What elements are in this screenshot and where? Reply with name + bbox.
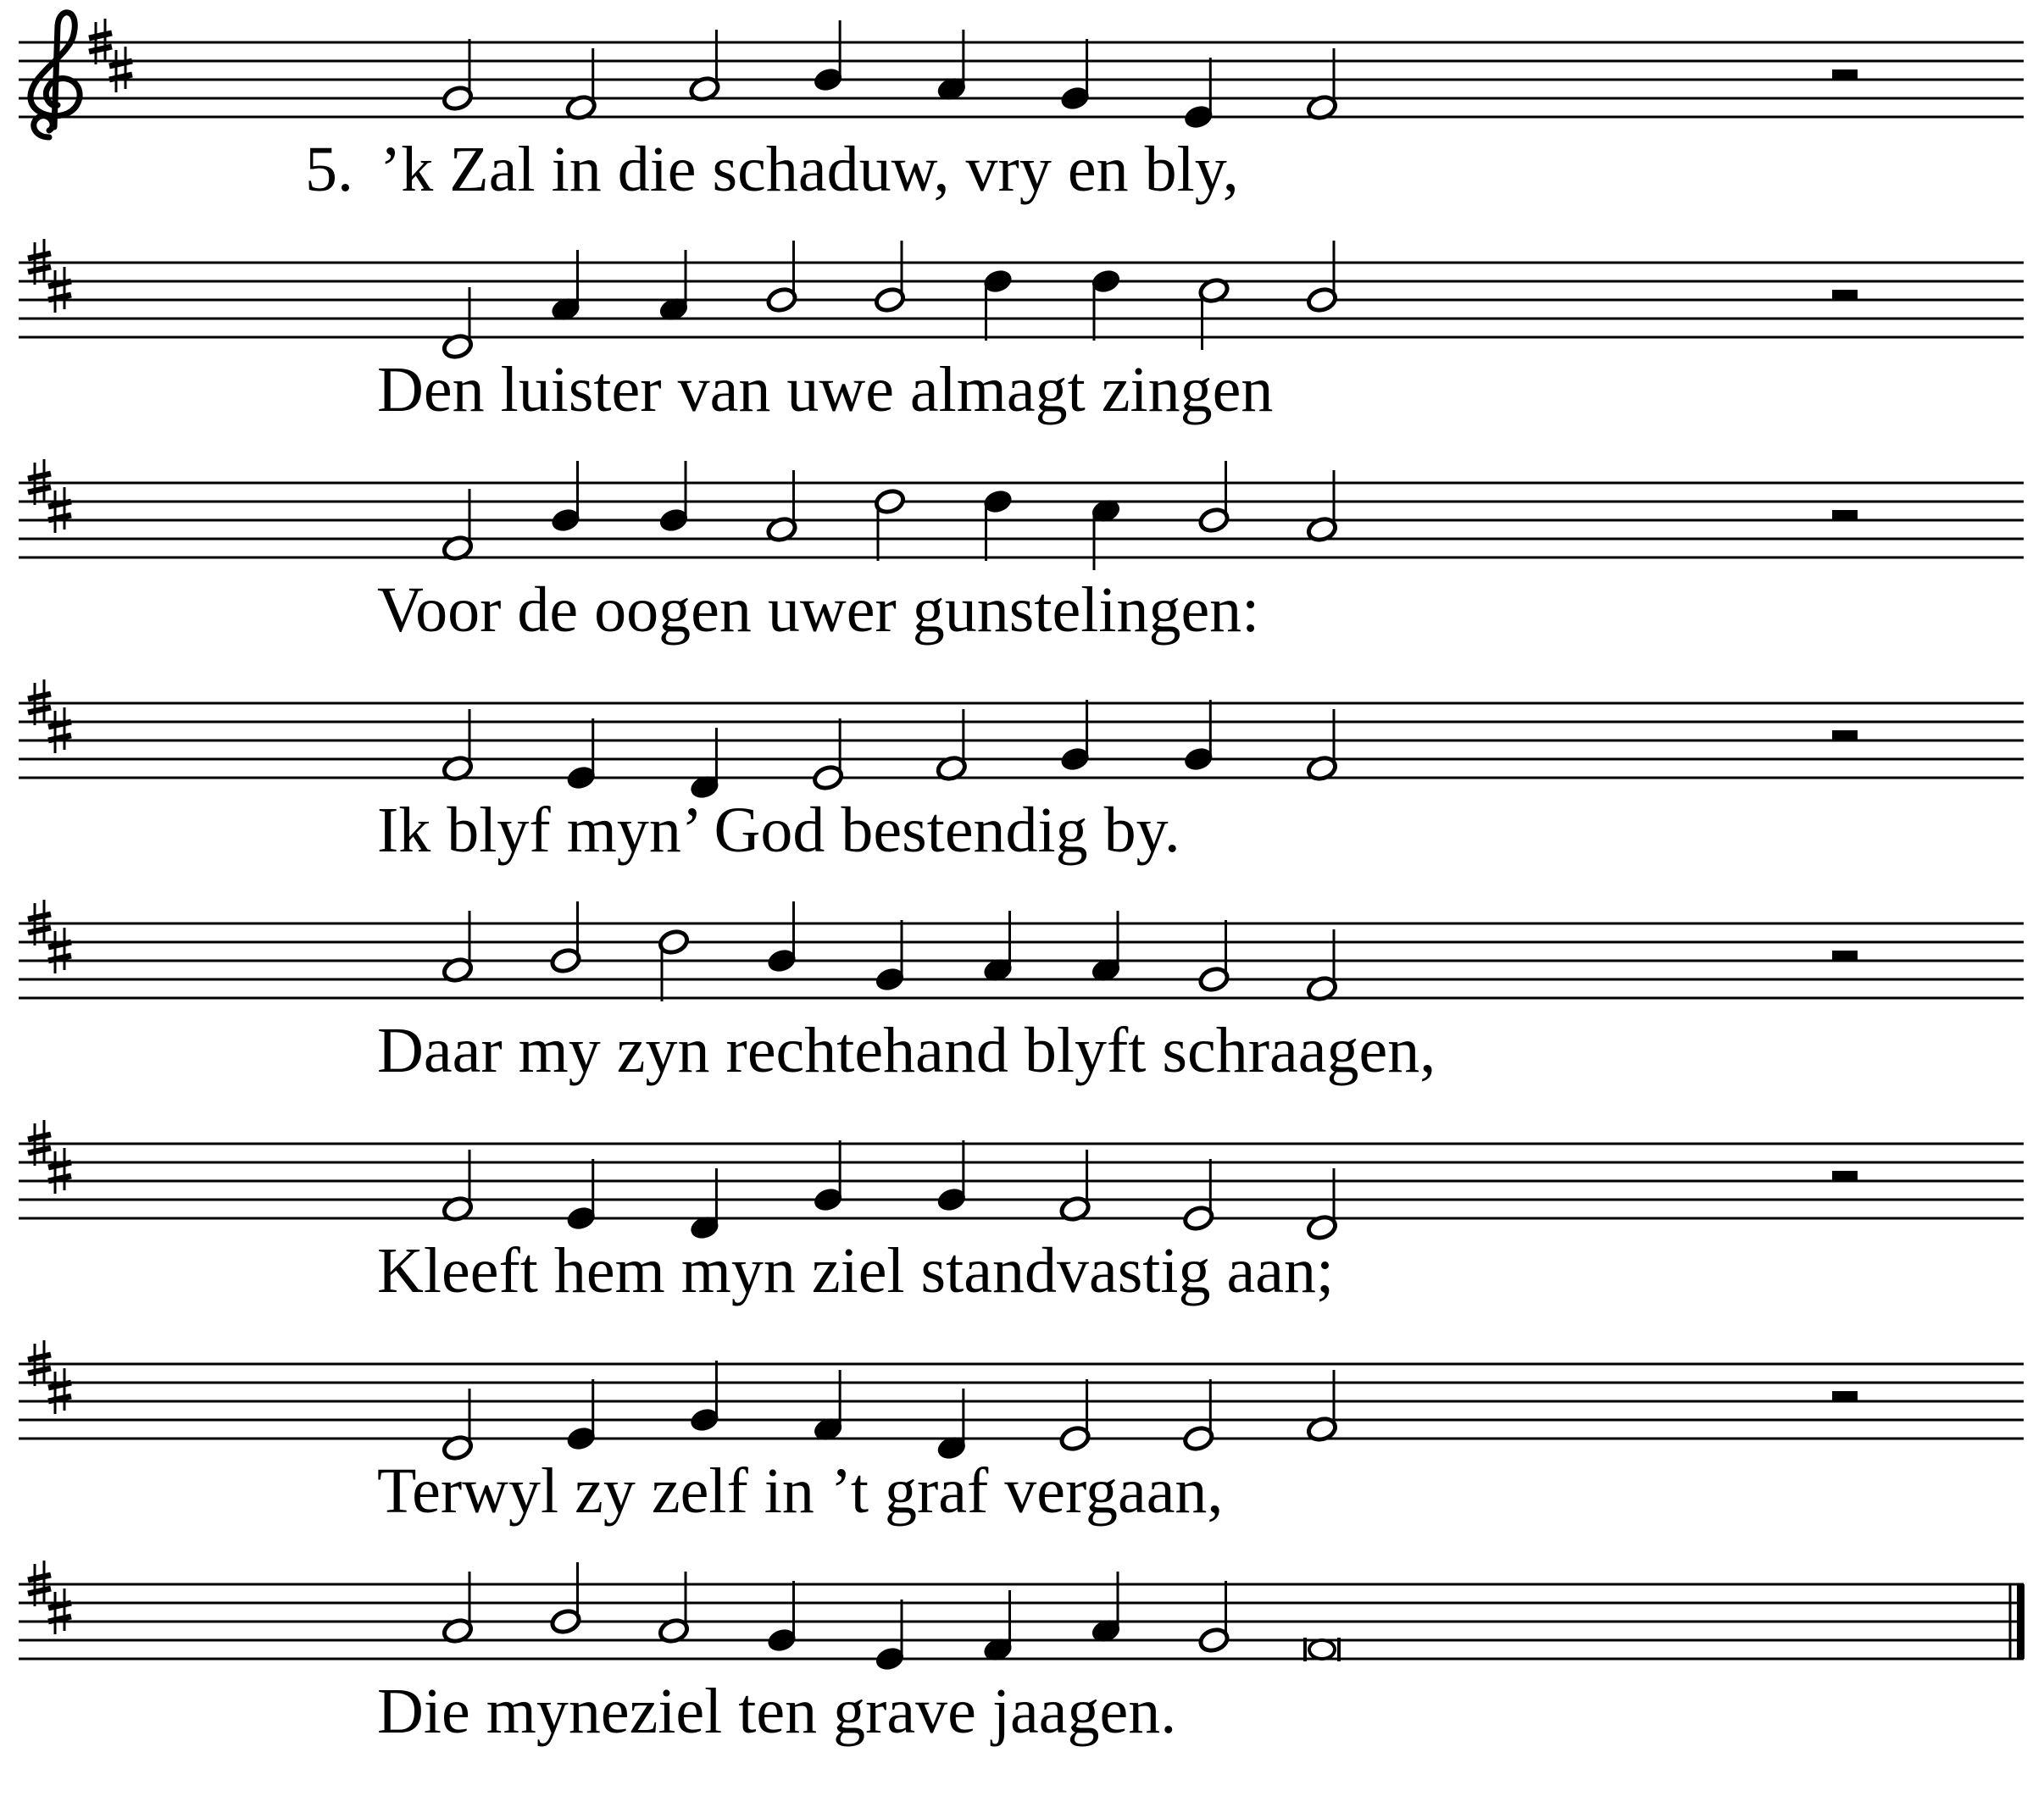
- final-barline: [2017, 1584, 2025, 1659]
- half-rest-icon: [1832, 951, 1858, 961]
- note: [812, 1140, 844, 1213]
- note: [688, 728, 720, 801]
- note: [442, 39, 474, 112]
- note: [1306, 929, 1338, 1002]
- note: [766, 901, 798, 974]
- note: [1090, 497, 1122, 570]
- staff: [19, 1144, 2024, 1218]
- note: [1059, 1379, 1091, 1452]
- note: [565, 1159, 597, 1232]
- note: [812, 20, 844, 93]
- staff-system: [19, 1561, 2025, 1747]
- note: [442, 1572, 474, 1644]
- note: [936, 709, 968, 782]
- staff-system: [19, 13, 2024, 205]
- note: [1090, 268, 1122, 341]
- sharp-icon: [109, 47, 132, 92]
- half-rest-icon: [1832, 510, 1858, 520]
- note: [766, 241, 798, 313]
- note: [1306, 470, 1338, 543]
- note: [1090, 1572, 1122, 1644]
- note: [1306, 1168, 1338, 1241]
- staff-system: [19, 1340, 2024, 1527]
- sharp-icon: [48, 928, 71, 973]
- note: [766, 1581, 798, 1654]
- note: [1198, 920, 1230, 993]
- note: [1198, 1581, 1230, 1654]
- lyric-line: ’k Zal in die schaduw, vry en bly,: [380, 134, 1239, 205]
- note: [658, 250, 690, 323]
- note: [688, 1361, 720, 1433]
- note: [982, 268, 1014, 341]
- note: [1059, 1150, 1091, 1223]
- treble-clef-icon: [31, 13, 80, 137]
- note: [658, 1572, 690, 1644]
- lyric-line: Voor de oogen uwer gunstelingen:: [377, 574, 1260, 646]
- note: [565, 1379, 597, 1452]
- note: [874, 920, 906, 993]
- note: [874, 488, 906, 561]
- note: [936, 30, 968, 103]
- note: [1198, 461, 1230, 534]
- sharp-icon: [48, 487, 71, 533]
- note: [1198, 277, 1230, 350]
- note: [550, 250, 582, 323]
- sharp-icon: [48, 1148, 71, 1194]
- note: [982, 488, 1014, 561]
- note: [550, 461, 582, 534]
- note: [936, 1389, 968, 1461]
- note: [982, 911, 1014, 984]
- note: [1059, 39, 1091, 112]
- lyric-line: Ik blyf myn’ God bestendig by.: [377, 795, 1180, 866]
- staff: [19, 1584, 2024, 1659]
- staff: [19, 1364, 2024, 1439]
- note: [1182, 1379, 1214, 1452]
- note: [565, 48, 597, 121]
- half-rest-icon: [1832, 730, 1858, 740]
- lyric-line: Kleeft hem myn ziel standvastig aan;: [377, 1235, 1335, 1306]
- half-rest-icon: [1832, 1391, 1858, 1401]
- half-rest-icon: [1832, 1171, 1858, 1181]
- note: [1059, 700, 1091, 773]
- note: [658, 929, 690, 1001]
- staff: [19, 703, 2024, 778]
- sharp-icon: [48, 267, 71, 313]
- staff: [19, 483, 2024, 557]
- note: [658, 461, 690, 534]
- staff-system: [19, 900, 2024, 1086]
- lyric-line: Terwyl zy zelf in ’t graf vergaan,: [377, 1455, 1224, 1527]
- note: [550, 1562, 582, 1635]
- note: [442, 1389, 474, 1461]
- staff-system: [19, 239, 2024, 425]
- staff: [19, 263, 2024, 337]
- sharp-icon: [48, 1368, 71, 1414]
- note: [565, 718, 597, 791]
- notehead: [1309, 1640, 1335, 1659]
- note: [1182, 1159, 1214, 1232]
- verse-number: 5.: [305, 134, 353, 205]
- note: [812, 718, 844, 791]
- note: [688, 1168, 720, 1241]
- note: [688, 30, 720, 103]
- note: [1182, 700, 1214, 773]
- sharp-icon: [48, 707, 71, 753]
- note: [442, 489, 474, 562]
- note: [1306, 709, 1338, 782]
- note: [874, 241, 906, 313]
- staff: [19, 923, 2024, 998]
- note: [442, 709, 474, 782]
- note: [442, 287, 474, 360]
- staff-system: [19, 459, 2024, 646]
- staff-system: [19, 1120, 2024, 1306]
- staff: [19, 42, 2024, 117]
- note: [442, 911, 474, 984]
- note: [550, 901, 582, 974]
- lyric-line: Daar my zyn rechtehand blyft schraagen,: [377, 1015, 1436, 1086]
- lyric-line: Den luister van uwe almagt zingen: [377, 354, 1274, 425]
- note: [1306, 241, 1338, 313]
- note: [442, 1150, 474, 1223]
- note: [874, 1600, 906, 1672]
- note: [812, 1370, 844, 1443]
- note: [1306, 1370, 1338, 1443]
- sharp-icon: [48, 1589, 71, 1634]
- half-rest-icon: [1832, 69, 1858, 80]
- note: [936, 1140, 968, 1213]
- note: [766, 470, 798, 543]
- note: [982, 1590, 1014, 1663]
- staff-system: [19, 679, 2024, 866]
- note: [1306, 48, 1338, 121]
- half-rest-icon: [1832, 290, 1858, 300]
- note: [1090, 911, 1122, 984]
- note: [1182, 58, 1214, 130]
- lyric-line: Die myneziel ten grave jaagen.: [377, 1676, 1177, 1747]
